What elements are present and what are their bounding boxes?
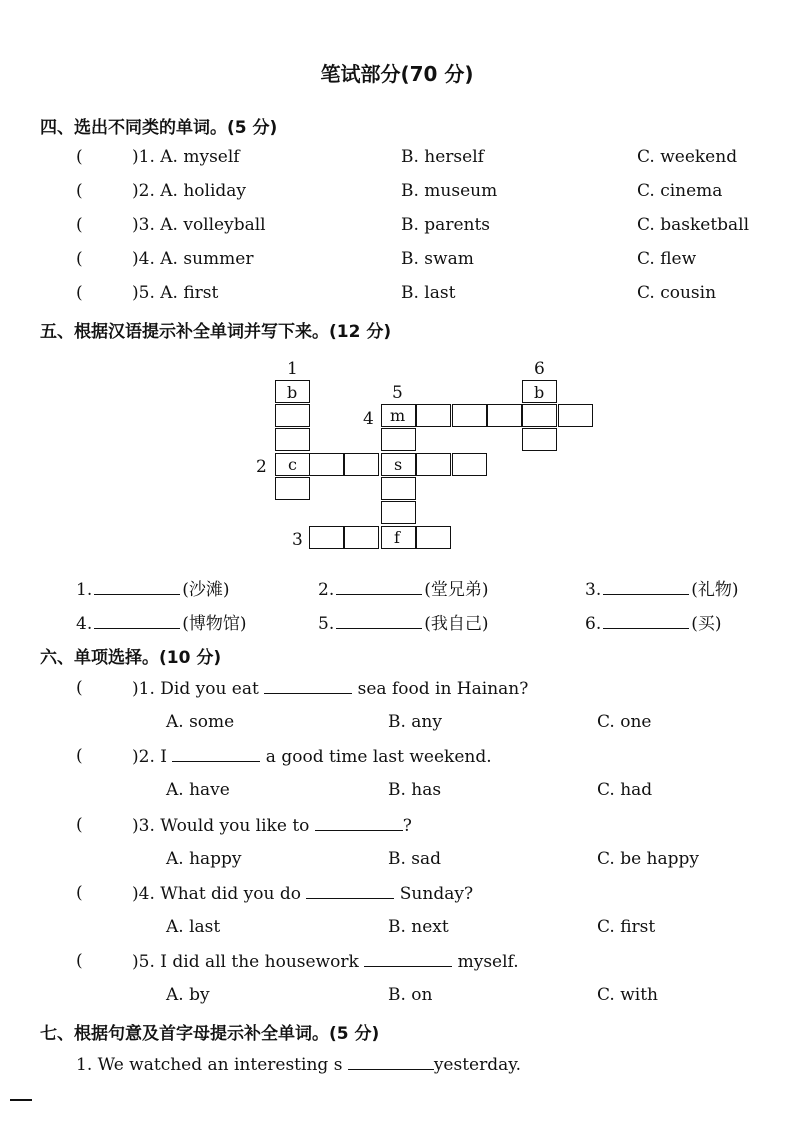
answer-blank[interactable]	[336, 580, 422, 595]
option-c: C. cousin	[637, 283, 717, 303]
crossword-cell[interactable]	[452, 453, 487, 476]
fill-blank[interactable]	[315, 815, 403, 831]
answer-hint: (堂兄弟)	[424, 580, 489, 600]
answer-hint: (沙滩)	[182, 580, 230, 600]
option-c: C. be happy	[597, 849, 700, 869]
option-b: B. any	[388, 712, 442, 732]
answer-blank[interactable]	[94, 614, 180, 629]
fill-blank[interactable]	[364, 951, 452, 967]
option-a: A. by	[166, 985, 210, 1005]
option-b: B. sad	[388, 849, 442, 869]
answer-number: 3.	[585, 580, 602, 600]
answer-blank[interactable]	[603, 580, 689, 595]
crossword-cell[interactable]	[416, 453, 451, 476]
option-c: C. basketball	[637, 215, 750, 235]
option-b: B. has	[388, 780, 442, 800]
option-b: B. herself	[401, 147, 484, 167]
question-pre: 1. We watched an interesting s	[76, 1055, 343, 1075]
answer-line	[76, 575, 230, 600]
option-b: B. next	[388, 917, 449, 937]
fill-blank[interactable]	[348, 1054, 434, 1070]
answer-line	[585, 609, 722, 634]
answer-paren: (	[76, 181, 83, 201]
crossword-cell[interactable]	[309, 526, 344, 549]
question-pre: )2. I	[132, 747, 167, 767]
section-7-heading: 七、根据句意及首字母提示补全单词。(5 分)	[40, 1024, 380, 1044]
question-pre: )4. What did you do	[132, 884, 301, 904]
answer-line	[318, 575, 489, 600]
option-b: B. swam	[401, 249, 474, 269]
question-pre: )5. I did all the housework	[132, 952, 359, 972]
option-c: C. first	[597, 917, 656, 937]
question-text	[76, 1054, 521, 1075]
question-text: )2. A. holiday	[132, 181, 247, 201]
clue-number: 3	[292, 530, 303, 550]
crossword-cell[interactable]	[381, 477, 416, 500]
section-6-heading: 六、单项选择。(10 分)	[40, 648, 222, 668]
option-c: C. flew	[637, 249, 697, 269]
option-a: A. have	[166, 780, 230, 800]
cell-letter: m	[390, 406, 406, 425]
option-b: B. museum	[401, 181, 498, 201]
option-b: B. last	[401, 283, 456, 303]
crossword-cell[interactable]	[381, 501, 416, 524]
answer-number: 6.	[585, 614, 602, 634]
answer-hint: (礼物)	[691, 580, 739, 600]
cell-letter: f	[394, 528, 400, 547]
section-4-heading: 四、选出不同类的单词。(5 分)	[40, 118, 278, 138]
answer-paren: (	[76, 283, 83, 303]
page-edge-mark	[10, 1099, 32, 1101]
cell-letter: s	[394, 455, 403, 474]
clue-number: 5	[392, 383, 403, 403]
question-text	[132, 746, 492, 767]
clue-number: 2	[256, 457, 267, 477]
option-a: A. happy	[166, 849, 242, 869]
question-text: )1. A. myself	[132, 147, 240, 167]
option-a: A. some	[166, 712, 235, 732]
cell-letter: b	[534, 383, 545, 402]
question-post: ?	[402, 816, 412, 836]
answer-paren: (	[76, 746, 83, 766]
answer-paren: (	[76, 815, 83, 835]
option-c: C. weekend	[637, 147, 738, 167]
fill-blank[interactable]	[172, 746, 260, 762]
answer-hint: (我自己)	[424, 614, 489, 634]
option-b: B. parents	[401, 215, 491, 235]
answer-hint: (买)	[691, 614, 722, 634]
clue-number: 1	[287, 359, 298, 379]
option-a: A. last	[166, 917, 221, 937]
option-c: C. with	[597, 985, 658, 1005]
option-c: C. had	[597, 780, 653, 800]
answer-hint: (博物馆)	[182, 614, 247, 634]
question-pre: )1. Did you eat	[132, 679, 259, 699]
crossword-cell[interactable]	[522, 404, 557, 427]
option-c: C. cinema	[637, 181, 723, 201]
question-post: sea food in Hainan?	[357, 679, 529, 699]
answer-blank[interactable]	[336, 614, 422, 629]
crossword-cell[interactable]	[522, 428, 557, 451]
question-post: myself.	[457, 952, 519, 972]
answer-line	[585, 575, 739, 600]
question-text	[132, 678, 528, 699]
question-text	[132, 815, 412, 836]
fill-blank[interactable]	[264, 678, 352, 694]
option-b: B. on	[388, 985, 433, 1005]
answer-paren: (	[76, 951, 83, 971]
crossword-cell[interactable]	[452, 404, 487, 427]
question-text: )5. A. first	[132, 283, 219, 303]
section-5-heading: 五、根据汉语提示补全单词并写下来。(12 分)	[40, 322, 392, 342]
option-c: C. one	[597, 712, 652, 732]
question-pre: )3. Would you like to	[132, 816, 310, 836]
answer-number: 4.	[76, 614, 93, 634]
crossword-cell[interactable]	[416, 404, 451, 427]
question-post: a good time last weekend.	[265, 747, 492, 767]
answer-number: 1.	[76, 580, 93, 600]
answer-line	[318, 609, 489, 634]
answer-paren: (	[76, 215, 83, 235]
crossword-cell[interactable]	[275, 428, 310, 451]
fill-blank[interactable]	[306, 883, 394, 899]
clue-number: 4	[363, 409, 374, 429]
crossword-cell[interactable]	[487, 404, 522, 427]
clue-number: 6	[534, 359, 545, 379]
question-text: )4. A. summer	[132, 249, 254, 269]
answer-line	[76, 609, 247, 634]
cell-letter: c	[288, 455, 297, 474]
question-post: Sunday?	[399, 884, 474, 904]
answer-number: 2.	[318, 580, 335, 600]
answer-paren: (	[76, 147, 83, 167]
crossword-cell[interactable]	[344, 453, 379, 476]
question-post: yesterday.	[433, 1055, 522, 1075]
question-text	[132, 951, 519, 972]
cell-letter: b	[287, 383, 298, 402]
answer-blank[interactable]	[94, 580, 180, 595]
crossword-cell[interactable]	[344, 526, 379, 549]
crossword-cell[interactable]	[275, 404, 310, 427]
crossword-cell[interactable]	[381, 428, 416, 451]
page-title: 笔试部分(70 分)	[320, 62, 474, 86]
answer-paren: (	[76, 678, 83, 698]
answer-blank[interactable]	[603, 614, 689, 629]
answer-paren: (	[76, 883, 83, 903]
crossword-cell[interactable]	[275, 477, 310, 500]
question-text	[132, 883, 473, 904]
crossword-cell[interactable]	[558, 404, 593, 427]
answer-number: 5.	[318, 614, 335, 634]
question-text: )3. A. volleyball	[132, 215, 266, 235]
crossword-cell[interactable]	[416, 526, 451, 549]
crossword-cell[interactable]	[309, 453, 344, 476]
answer-paren: (	[76, 249, 83, 269]
